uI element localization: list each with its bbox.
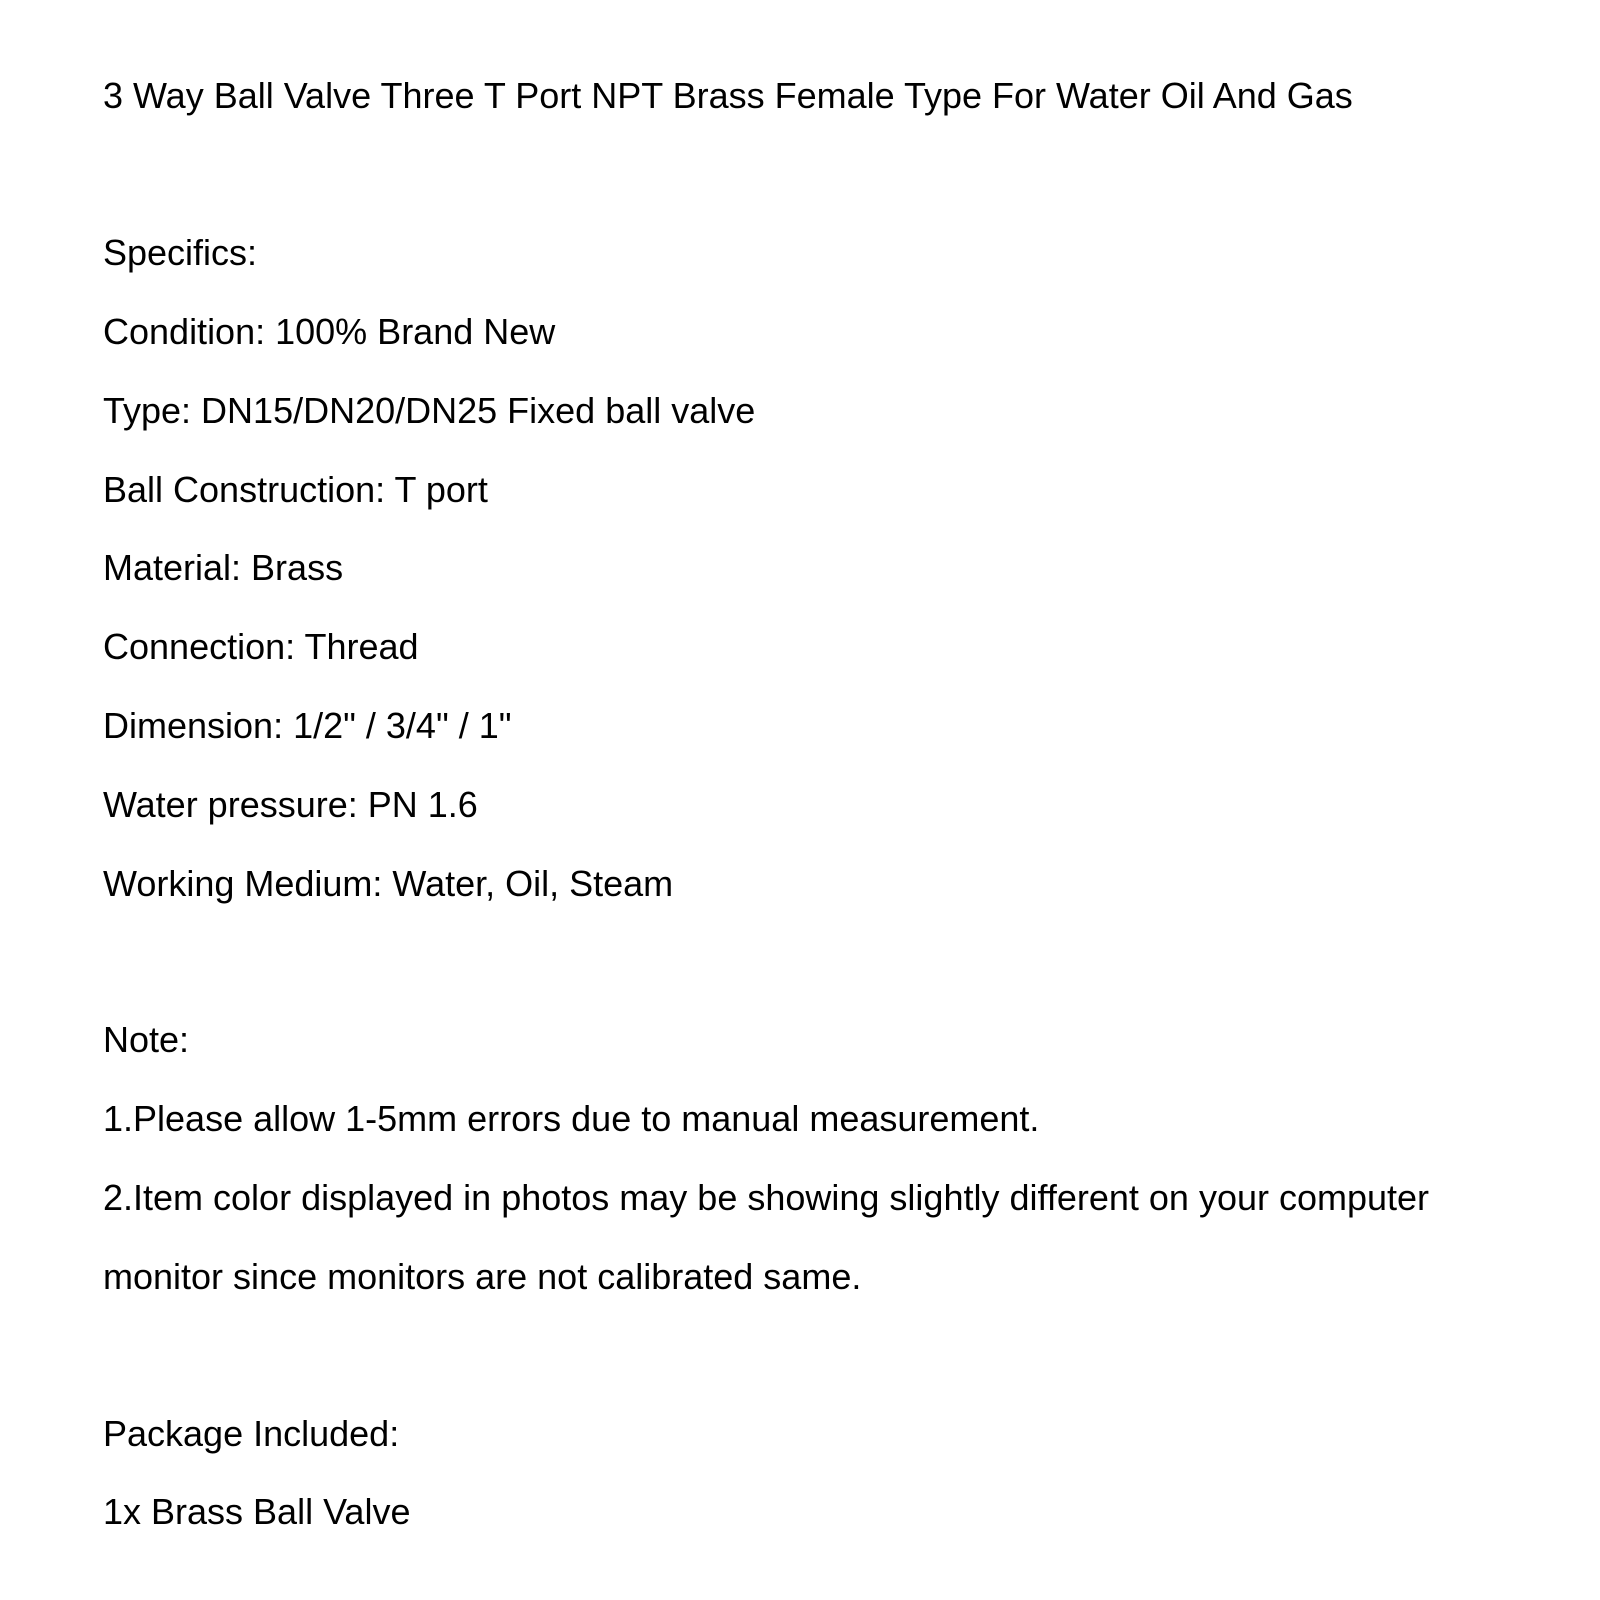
spec-connection: Connection: Thread [103,626,419,667]
note-item-2: 2.Item color displayed in photos may be showing slightly different on your computer [103,1177,1430,1218]
spec-ball-construction: Ball Construction: T port [103,469,488,510]
note-item-2-continued: monitor since monitors are not calibrated same. [103,1256,862,1297]
spec-condition: Condition: 100% Brand New [103,311,556,352]
package-heading: Package Included: [103,1413,400,1454]
spec-material: Material: Brass [103,547,344,588]
package-item: 1x Brass Ball Valve [103,1491,411,1532]
spec-working-medium: Working Medium: Water, Oil, Steam [103,863,674,904]
spec-type: Type: DN15/DN20/DN25 Fixed ball valve [103,390,756,431]
note-heading: Note: [103,1019,190,1060]
spec-water-pressure: Water pressure: PN 1.6 [103,784,478,825]
spec-dimension: Dimension: 1/2" / 3/4" / 1" [103,705,512,746]
specifics-heading: Specifics: [103,232,258,273]
product-title: 3 Way Ball Valve Three T Port NPT Brass Female Type For Water Oil And Gas [103,75,1353,116]
note-item-1: 1.Please allow 1-5mm errors due to manual measurement. [103,1098,1040,1139]
